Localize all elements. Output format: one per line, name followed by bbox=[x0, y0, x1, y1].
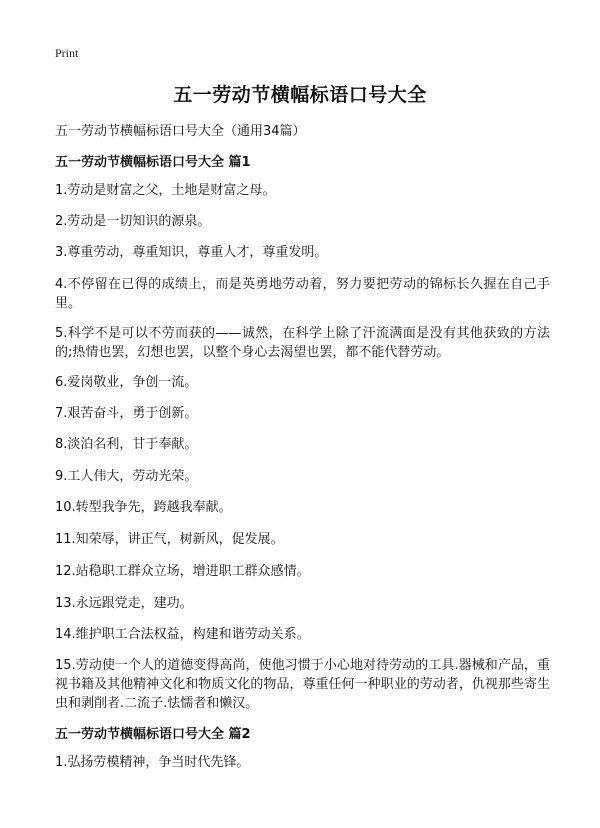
list-item: 10.转型我争先，跨越我奉献。 bbox=[55, 500, 232, 515]
list-item: 7.艰苦奋斗，勇于创新。 bbox=[55, 406, 198, 421]
list-item: 1.弘扬劳模精神，争当时代先锋。 bbox=[55, 755, 250, 770]
list-item: 15.劳动使一个人的道德变得高尚，使他习惯于小心地对待劳动的工具.器械和产品，重视书籍及其他精神文化和物质文化的物品，尊重任何一种职业的劳动者，仇视那些寄生虫和剥削者.二流子.怯懦者和懒汉。 bbox=[55, 658, 550, 711]
list-item: 12.站稳职工群众立场，增进职工群众感情。 bbox=[55, 564, 310, 579]
list-item: 4.不停留在已得的成绩上，而是英勇地劳动着，努力要把劳动的锦标长久握在自己手里。 bbox=[55, 277, 550, 311]
list-item: 9.工人伟大，劳动光荣。 bbox=[55, 469, 198, 484]
document-subtitle: 五一劳动节横幅标语口号大全（通用34篇） bbox=[55, 124, 306, 139]
list-item: 11.知荣辱，讲正气，树新风，促发展。 bbox=[55, 532, 284, 547]
list-item: 1.劳动是财富之父，土地是财富之母。 bbox=[55, 183, 276, 198]
list-item: 5.科学不是可以不劳而获的——诚然，在科学上除了汗流满面是没有其他获致的方法的;热情也罢，幻想也罢，以整个身心去渴望也罢，都不能代替劳动。 bbox=[55, 326, 550, 360]
list-item: 14.维护职工合法权益，构建和谐劳动关系。 bbox=[55, 627, 310, 642]
section-heading-1: 五一劳动节横幅标语口号大全 篇1 bbox=[55, 155, 251, 170]
list-item: 13.永远跟党走，建功。 bbox=[55, 596, 193, 611]
list-item: 2.劳动是一切知识的源泉。 bbox=[55, 214, 211, 229]
document-title: 五一劳动节横幅标语口号大全 bbox=[173, 84, 427, 106]
print-link[interactable]: Print bbox=[55, 46, 79, 60]
list-item: 3.尊重劳动，尊重知识，尊重人才，尊重发明。 bbox=[55, 245, 328, 260]
list-item: 6.爱岗敬业，争创一流。 bbox=[55, 375, 198, 390]
list-item: 8.淡泊名利，甘于奉献。 bbox=[55, 437, 198, 452]
section-heading-2: 五一劳动节横幅标语口号大全 篇2 bbox=[55, 727, 251, 742]
